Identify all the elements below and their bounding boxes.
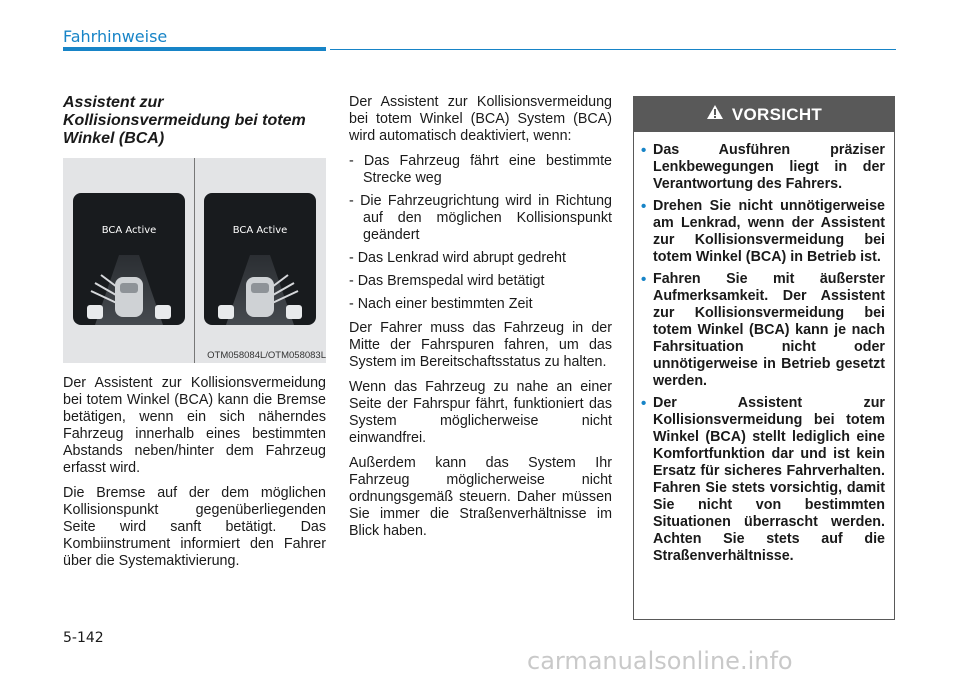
- deactivation-list: [349, 153, 612, 313]
- figure-code: OTM058084L/OTM058083L: [207, 350, 326, 361]
- bca-figure: [63, 158, 326, 363]
- paragraph: Außerdem kann das System Ihr Fahrzeug möglicherweise nicht ordnungsgemäß steuern. Daher müssen Sie immer die Straßenverhältnisse im Blick haben.: [349, 455, 612, 539]
- header-rule-thin: [330, 49, 896, 50]
- figure-divider: [194, 158, 195, 363]
- caution-item: • Fahren Sie mit äußerster Aufmerksamkeit. Der Assistent zur Kollisionsvermeidung bei totem Winkel (BCA) kann je nach Fahrsituation nicht oder unnötigerweise in Betrieb gesetzt werden.: [653, 271, 885, 390]
- header-rule-thick: [63, 47, 326, 51]
- caution-item: • Drehen Sie nicht unnötigerweise am Lenkrad, wenn der Assistent zur Kollisionsvermeidung bei totem Winkel (BCA) in Betrieb ist.: [653, 198, 885, 266]
- bca-right-diagram-icon: [204, 193, 316, 325]
- screen-label-left: BCA Active: [101, 225, 157, 236]
- list-item: - Das Lenkrad wird abrupt gedreht: [349, 250, 566, 266]
- page-number: 5-142: [63, 630, 104, 646]
- caution-item: • Das Ausführen präziser Lenkbewegungen liegt in der Verantwortung des Fahrers.: [653, 142, 885, 193]
- list-item: - Die Fahrzeugrichtung wird in Richtung auf den möglichen Kollisionspunkt geändert: [349, 193, 612, 243]
- watermark: carmanualsonline.info: [527, 647, 793, 675]
- section-title: Fahrhinweise: [63, 27, 168, 46]
- paragraph: Der Assistent zur Kollisionsvermeidung bei totem Winkel (BCA) kann die Bremse betätigen, wenn ein sich näherndes Fahrzeug innerhalb eines bestimmten Abstands neben/hinter dem Fahrzeug erfasst wird.: [63, 375, 326, 476]
- column-middle: [349, 94, 612, 548]
- cluster-screen-right: [204, 193, 316, 325]
- paragraph: Wenn das Fahrzeug zu nahe an einer Seite der Fahrspur fährt, funktioniert das System möglicherweise nicht einwandfrei.: [349, 379, 612, 446]
- caution-list: [634, 132, 894, 565]
- list-item: - Das Fahrzeug fährt eine bestimmte Strecke weg: [349, 153, 612, 186]
- warning-triangle-icon: [706, 104, 724, 125]
- paragraph: Der Fahrer muss das Fahrzeug in der Mitte der Fahrspuren fahren, um das System im Bereitschaftsstatus zu halten.: [349, 320, 612, 370]
- screen-label-right: BCA Active: [232, 225, 288, 236]
- caution-box: [633, 96, 895, 620]
- caution-item: • Der Assistent zur Kollisionsvermeidung bei totem Winkel (BCA) stellt lediglich eine Komfortfunktion dar und ist kein Ersatz für sicheres Fahrverhalten. Fahren Sie stets vorsichtig, damit Sie nicht von bestimmten Situationen überrascht werden. Achten Sie stets auf die Straßenverhältnisse.: [653, 395, 885, 565]
- list-item: - Das Bremspedal wird betätigt: [349, 273, 545, 289]
- column-left: [63, 94, 326, 578]
- section-heading: Assistent zur Kollisionsvermeidung bei totem Winkel (BCA): [63, 94, 306, 147]
- deactivation-intro: Der Assistent zur Kollisionsvermeidung bei totem Winkel (BCA) System (BCA) wird automatisch deaktiviert, wenn:: [349, 94, 612, 144]
- bca-left-diagram-icon: [73, 193, 185, 325]
- cluster-screen-left: [73, 193, 185, 325]
- caution-header: [634, 97, 894, 132]
- list-item: - Nach einer bestimmten Zeit: [349, 296, 533, 312]
- paragraph: Die Bremse auf der dem möglichen Kollisionspunkt gegenüberliegenden Seite wird sanft betätigt. Das Kombiinstrument informiert den Fahrer über die Systemaktivierung.: [63, 485, 326, 569]
- caution-title: VORSICHT: [731, 104, 823, 124]
